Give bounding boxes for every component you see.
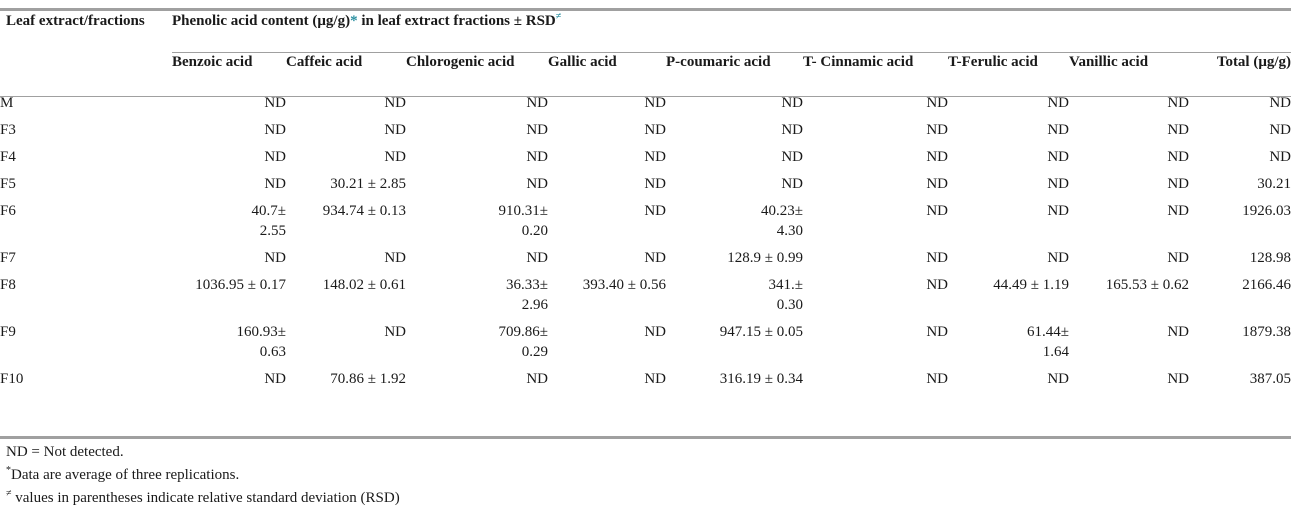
table-cell xyxy=(666,315,803,362)
row-label: F9 xyxy=(0,324,16,340)
cell-value: 387.05 xyxy=(1249,371,1292,387)
table-cell xyxy=(803,140,948,167)
cell-value: ND xyxy=(1167,250,1189,266)
cell-value: 30.21 ± 2.85 xyxy=(330,176,406,192)
footnote-neq-text: values in parentheses indicate relative standard deviation (RSD) xyxy=(11,490,400,506)
table-row xyxy=(0,268,1291,315)
cell-value: ND xyxy=(526,122,548,138)
table-cell xyxy=(666,268,803,315)
cell-value: ND xyxy=(781,176,803,192)
cell-value: 128.98 xyxy=(1249,250,1292,266)
cell-value: ND xyxy=(264,149,286,165)
table-cell xyxy=(948,140,1069,167)
cell-value: ND xyxy=(526,250,548,266)
cell-value: ND xyxy=(1269,95,1292,111)
cell-value: 1036.95 ± 0.17 xyxy=(195,277,286,293)
cell-value: 4.30 xyxy=(776,223,803,239)
cell-value: 393.40 ± 0.56 xyxy=(582,277,666,293)
table-cell xyxy=(286,167,406,194)
cell-value: ND xyxy=(264,176,286,192)
table-cell xyxy=(172,241,286,268)
table-cell xyxy=(948,362,1069,389)
table-cell xyxy=(666,86,803,113)
table-cell xyxy=(1189,140,1291,167)
cell-value: 40.23± xyxy=(761,203,803,219)
column-header: Gallic acid xyxy=(548,54,617,70)
cell-value: 160.93± xyxy=(236,324,286,340)
table-cell xyxy=(406,194,548,241)
cell-value: ND xyxy=(1167,176,1189,192)
header-leaf-extract: Leaf extract/fractions xyxy=(6,13,145,29)
cell-value: ND xyxy=(526,176,548,192)
cell-value: ND xyxy=(926,250,948,266)
cell-value: ND xyxy=(1167,95,1189,111)
footnotes xyxy=(6,441,400,510)
table-cell xyxy=(803,315,948,362)
cell-value: ND xyxy=(384,149,406,165)
cell-value: 341.± xyxy=(768,277,803,293)
cell-value: ND xyxy=(926,324,948,340)
table-cell xyxy=(948,268,1069,315)
table-cell xyxy=(803,86,948,113)
table-cell xyxy=(1069,268,1189,315)
cell-value: 165.53 ± 0.62 xyxy=(1105,277,1189,293)
table-cell xyxy=(286,140,406,167)
column-header: T- Cinnamic acid xyxy=(803,54,914,70)
table-cell xyxy=(548,167,666,194)
table-cell xyxy=(548,315,666,362)
table-cell xyxy=(1069,113,1189,140)
cell-value: 70.86 ± 1.92 xyxy=(330,371,406,387)
table-cell xyxy=(803,167,948,194)
cell-value: 148.02 ± 0.61 xyxy=(322,277,406,293)
table-cell xyxy=(172,113,286,140)
table-row xyxy=(0,86,1291,113)
cell-value: 0.30 xyxy=(776,297,803,313)
table-cell xyxy=(172,362,286,389)
cell-value: ND xyxy=(384,95,406,111)
cell-value: 910.31± xyxy=(498,203,548,219)
footnote-neq-mark: ≠ xyxy=(6,488,12,499)
footnote-star xyxy=(6,464,400,487)
row-label: F8 xyxy=(0,277,16,293)
column-header: Total (μg/g) xyxy=(1216,54,1292,70)
cell-value: 0.29 xyxy=(521,344,548,360)
table-cell xyxy=(948,241,1069,268)
table-cell xyxy=(406,167,548,194)
table-cell xyxy=(666,167,803,194)
table-cell xyxy=(286,194,406,241)
table-cell xyxy=(548,113,666,140)
table-row xyxy=(0,140,1291,167)
row-label: F5 xyxy=(0,176,16,192)
table-cell xyxy=(1069,241,1189,268)
footnote-nd: ND = Not detected. xyxy=(6,444,124,460)
table-cell xyxy=(172,194,286,241)
table-cell xyxy=(406,362,548,389)
table-cell xyxy=(406,268,548,315)
cell-value: ND xyxy=(926,277,948,293)
column-header: T-Ferulic acid xyxy=(948,54,1038,70)
cell-value: ND xyxy=(926,203,948,219)
cell-value: ND xyxy=(264,371,286,387)
cell-value: ND xyxy=(1269,122,1292,138)
cell-value: ND xyxy=(526,95,548,111)
table-cell xyxy=(286,86,406,113)
table-row xyxy=(0,194,1291,241)
cell-value: ND xyxy=(644,203,666,219)
cell-value: 2.55 xyxy=(259,223,286,239)
table-cell xyxy=(286,315,406,362)
cell-value: ND xyxy=(926,149,948,165)
cell-value: ND xyxy=(781,95,803,111)
cell-value: 316.19 ± 0.34 xyxy=(719,371,803,387)
footnote-star-mark: * xyxy=(6,465,11,476)
cell-value: ND xyxy=(1167,324,1189,340)
table-cell xyxy=(1069,167,1189,194)
cell-value: ND xyxy=(926,176,948,192)
cell-value: 61.44± xyxy=(1027,324,1069,340)
column-header: Chlorogenic acid xyxy=(406,54,515,70)
table-cell xyxy=(172,86,286,113)
cell-value: ND xyxy=(644,122,666,138)
table-cell xyxy=(1069,140,1189,167)
table-cell xyxy=(948,315,1069,362)
row-label: F6 xyxy=(0,203,16,219)
cell-value: ND xyxy=(1167,203,1189,219)
cell-value: ND xyxy=(781,149,803,165)
table-cell xyxy=(406,86,548,113)
column-header: Vanillic acid xyxy=(1069,54,1149,70)
table-cell xyxy=(548,194,666,241)
cell-value: ND xyxy=(1167,122,1189,138)
header-blank xyxy=(0,52,172,86)
cell-value: 2166.46 xyxy=(1242,277,1292,293)
table-body xyxy=(0,86,1291,389)
row-label: F4 xyxy=(0,149,16,165)
table-cell xyxy=(1189,113,1291,140)
table-row xyxy=(0,167,1291,194)
group-title-text: Phenolic acid content (μg/g) xyxy=(172,13,351,29)
table-cell xyxy=(286,362,406,389)
table-cell xyxy=(548,241,666,268)
table-cell xyxy=(803,268,948,315)
table-cell xyxy=(1069,315,1189,362)
table-cell xyxy=(803,194,948,241)
table-cell xyxy=(1069,194,1189,241)
cell-value: ND xyxy=(644,149,666,165)
group-title-suffix: in leaf extract fractions ± RSD xyxy=(357,13,556,29)
column-header: Benzoic acid xyxy=(172,54,253,70)
cell-value: 0.20 xyxy=(521,223,548,239)
row-label: M xyxy=(0,95,14,111)
row-label: F3 xyxy=(0,122,16,138)
table-cell xyxy=(803,113,948,140)
footnote-star-text: Data are average of three replications. xyxy=(11,467,240,483)
table-cell xyxy=(666,113,803,140)
table-row xyxy=(0,241,1291,268)
cell-value: ND xyxy=(644,250,666,266)
group-title-neq: ≠ xyxy=(555,11,562,22)
column-header: Caffeic acid xyxy=(286,54,363,70)
cell-value: 2.96 xyxy=(521,297,548,313)
table-cell xyxy=(948,113,1069,140)
table-cell xyxy=(548,268,666,315)
cell-value: ND xyxy=(1047,95,1069,111)
cell-value: 1.64 xyxy=(1042,344,1069,360)
cell-value: ND xyxy=(264,122,286,138)
cell-value: ND xyxy=(264,250,286,266)
cell-value: ND xyxy=(926,95,948,111)
cell-value: ND xyxy=(384,122,406,138)
cell-value: 1926.03 xyxy=(1242,203,1292,219)
cell-value: ND xyxy=(264,95,286,111)
table-cell xyxy=(548,86,666,113)
header-group-title xyxy=(172,11,1291,52)
table-row xyxy=(0,113,1291,140)
cell-value: ND xyxy=(1269,149,1292,165)
table-cell xyxy=(172,315,286,362)
cell-value: ND xyxy=(926,122,948,138)
table-cell xyxy=(286,241,406,268)
table-cell xyxy=(1189,167,1291,194)
table-cell xyxy=(548,362,666,389)
cell-value: 0.63 xyxy=(259,344,286,360)
cell-value: ND xyxy=(1047,149,1069,165)
cell-value: ND xyxy=(1167,371,1189,387)
table-cell xyxy=(1189,362,1291,389)
table-cell xyxy=(666,362,803,389)
table-cell xyxy=(1069,86,1189,113)
cell-value: 128.9 ± 0.99 xyxy=(727,250,803,266)
table-row xyxy=(0,315,1291,362)
cell-value: ND xyxy=(644,176,666,192)
cell-value: ND xyxy=(1167,149,1189,165)
table-cell xyxy=(286,268,406,315)
table-cell xyxy=(803,362,948,389)
cell-value: ND xyxy=(1047,203,1069,219)
cell-value: ND xyxy=(1047,250,1069,266)
cell-value: 30.21 xyxy=(1257,176,1292,192)
table-row xyxy=(0,362,1291,389)
cell-value: 934.74 ± 0.13 xyxy=(322,203,406,219)
table-cell xyxy=(1189,268,1291,315)
table-cell xyxy=(406,113,548,140)
phenolic-acid-table xyxy=(0,11,1291,389)
cell-value: 44.49 ± 1.19 xyxy=(993,277,1069,293)
cell-value: ND xyxy=(644,371,666,387)
cell-value: ND xyxy=(926,371,948,387)
footnote-neq xyxy=(6,487,400,510)
cell-value: ND xyxy=(644,95,666,111)
table-cell xyxy=(666,194,803,241)
cell-value: ND xyxy=(384,250,406,266)
table-cell xyxy=(948,86,1069,113)
bottom-rule xyxy=(0,436,1291,439)
cell-value: 1879.38 xyxy=(1242,324,1292,340)
table-cell xyxy=(548,140,666,167)
column-header: P-coumaric acid xyxy=(666,54,771,70)
cell-value: ND xyxy=(526,371,548,387)
table-cell xyxy=(948,194,1069,241)
cell-value: 947.15 ± 0.05 xyxy=(719,324,803,340)
table-cell xyxy=(948,167,1069,194)
cell-value: ND xyxy=(1047,371,1069,387)
table-cell xyxy=(1189,241,1291,268)
row-label: F7 xyxy=(0,250,16,266)
table-cell xyxy=(1189,194,1291,241)
cell-value: ND xyxy=(781,122,803,138)
cell-value: 40.7± xyxy=(251,203,286,219)
table-cell xyxy=(803,241,948,268)
cell-value: ND xyxy=(644,324,666,340)
cell-value: 36.33± xyxy=(506,277,548,293)
table-cell xyxy=(406,315,548,362)
group-title-star: * xyxy=(350,13,358,29)
cell-value: 709.86± xyxy=(498,324,548,340)
cell-value: ND xyxy=(1047,122,1069,138)
table-cell xyxy=(666,140,803,167)
table-cell xyxy=(406,241,548,268)
table-cell xyxy=(1189,315,1291,362)
table-cell xyxy=(406,140,548,167)
cell-value: ND xyxy=(1047,176,1069,192)
table-cell xyxy=(172,167,286,194)
cell-value: ND xyxy=(384,324,406,340)
table-cell xyxy=(1189,86,1291,113)
cell-value: ND xyxy=(526,149,548,165)
table-cell xyxy=(1069,362,1189,389)
table-cell xyxy=(172,140,286,167)
row-label: F10 xyxy=(0,371,24,387)
table-cell xyxy=(666,241,803,268)
table-cell xyxy=(172,268,286,315)
table-cell xyxy=(286,113,406,140)
